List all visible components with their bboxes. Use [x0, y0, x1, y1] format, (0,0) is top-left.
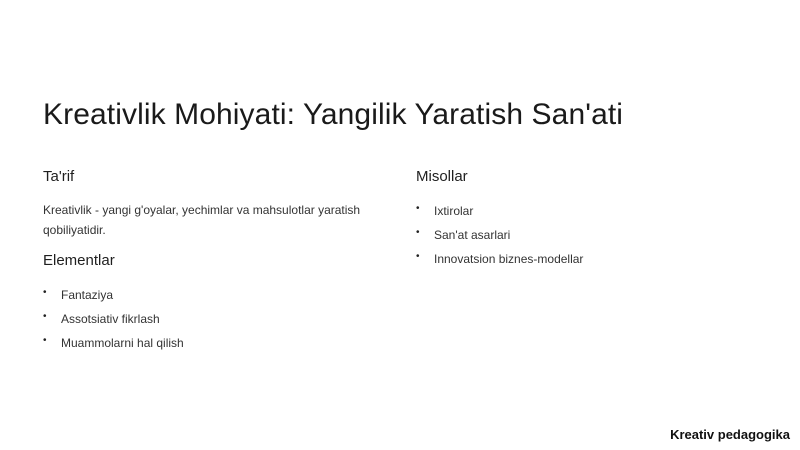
right-column: [416, 168, 756, 275]
definition-heading: Ta'rif: [43, 168, 75, 185]
list-item-label: Assotsiativ fikrlash: [61, 312, 160, 326]
left-column: [43, 168, 383, 359]
list-item-label: Fantaziya: [61, 288, 114, 302]
list-item: [43, 311, 383, 327]
list-item: [43, 335, 383, 351]
list-item: [416, 203, 756, 219]
slide-title: Kreativlik Mohiyati: Yangilik Yaratish San'ati: [43, 98, 624, 131]
examples-list: [416, 203, 756, 267]
list-item-label: Innovatsion biznes-modellar: [434, 252, 584, 266]
definition-text: Kreativlik - yangi g'oyalar, yechimlar va mahsulotlar yaratish qobiliyatidir.: [43, 203, 361, 237]
list-item-label: Muammolarni hal qilish: [61, 336, 184, 350]
list-item: [43, 287, 383, 303]
bullet-icon: •: [43, 335, 47, 346]
bullet-icon: •: [416, 203, 420, 214]
list-item: [416, 227, 756, 243]
bullet-icon: •: [43, 287, 47, 298]
list-item-label: Ixtirolar: [434, 204, 474, 218]
elements-list: [43, 287, 383, 351]
examples-heading: Misollar: [416, 168, 468, 185]
bullet-icon: •: [416, 227, 420, 238]
brand-label: Kreativ pedagogika: [670, 427, 790, 442]
list-item: [416, 251, 756, 267]
list-item-label: San'at asarlari: [434, 228, 511, 242]
bullet-icon: •: [43, 311, 47, 322]
elements-heading: Elementlar: [43, 252, 115, 269]
bullet-icon: •: [416, 251, 420, 262]
